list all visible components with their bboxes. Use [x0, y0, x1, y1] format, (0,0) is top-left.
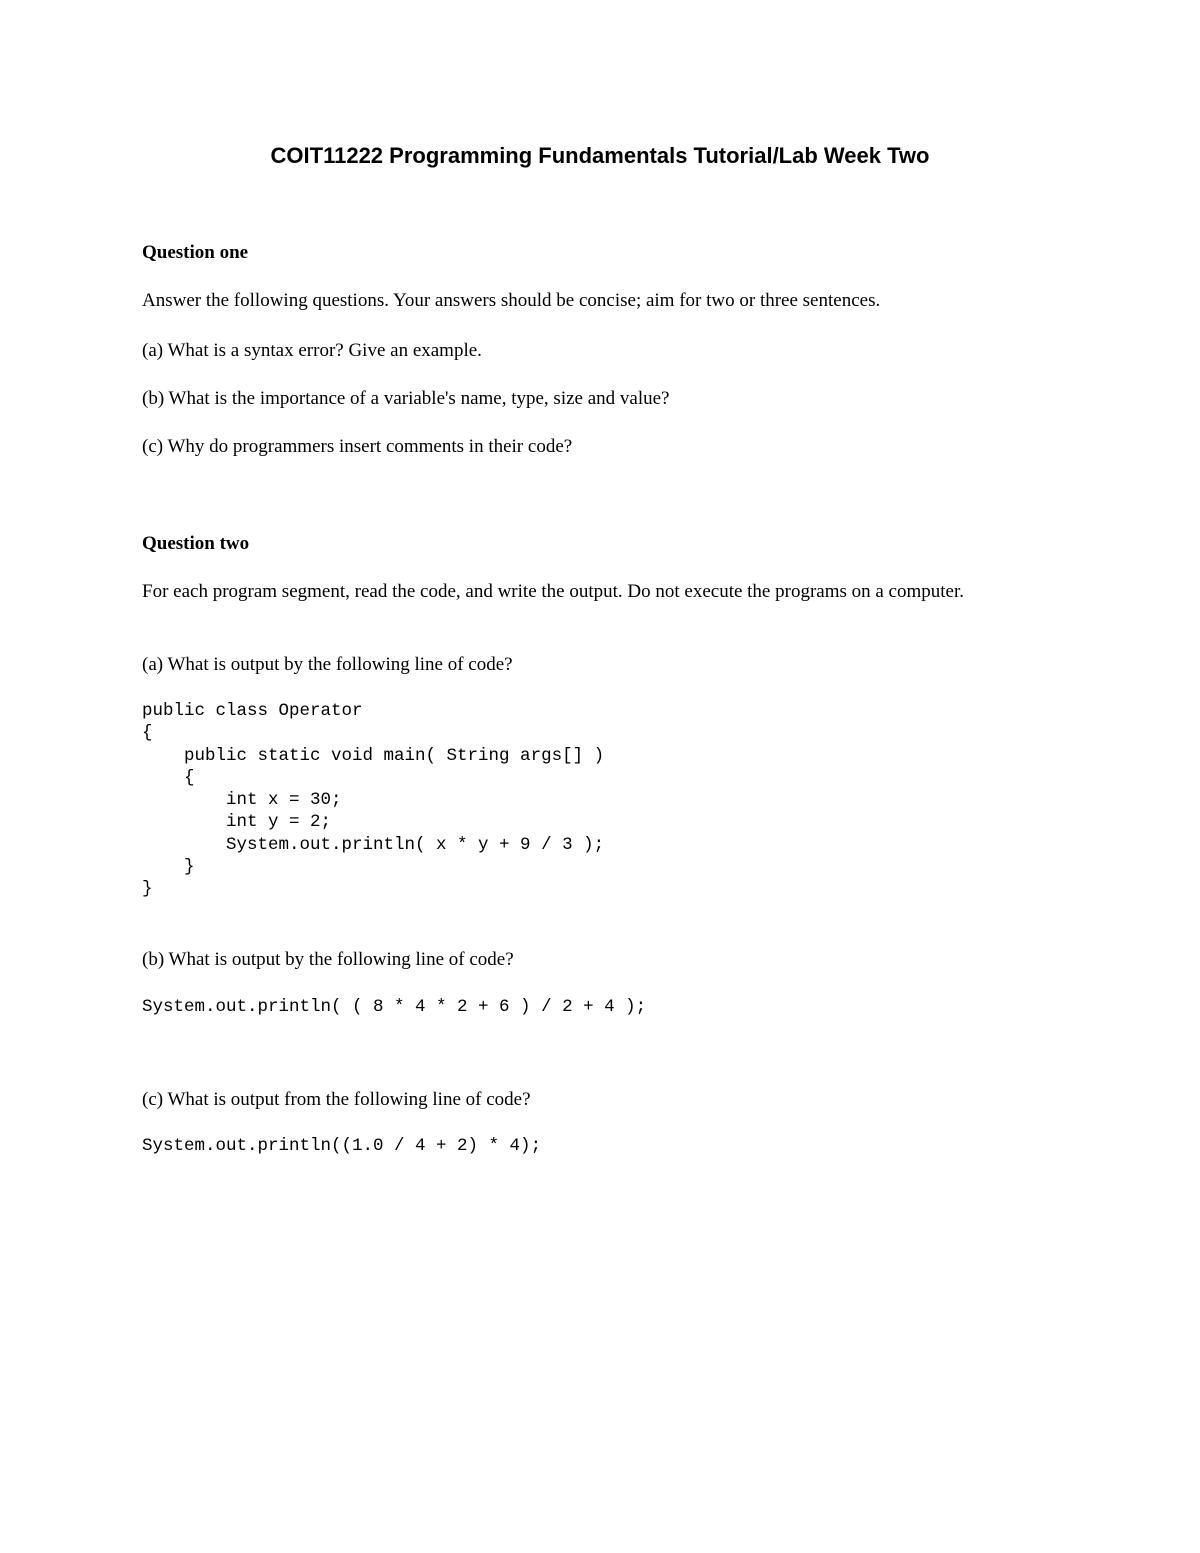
- question-two-part-a-code: public class Operator { public static void main( String args[] ) { int x = 30; int y = 2; System.out.println( x * y + 9 / 3 ); } }: [142, 701, 605, 900]
- question-one-item-c: (c) Why do programmers insert comments in their code?: [142, 436, 573, 457]
- question-two-part-c-code: System.out.println((1.0 / 4 + 2) * 4);: [142, 1136, 542, 1156]
- question-one-item-a: (a) What is a syntax error? Give an example.: [142, 340, 482, 361]
- question-two-part-c-prompt: (c) What is output from the following line of code?: [142, 1089, 531, 1110]
- question-two-intro: For each program segment, read the code, and write the output. Do not execute the programs on a computer.: [142, 581, 965, 602]
- document-title: COIT11222 Programming Fundamentals Tutorial/Lab Week Two: [270, 143, 930, 168]
- question-two-part-a-prompt: (a) What is output by the following line of code?: [142, 654, 513, 675]
- question-one-heading: Question one: [142, 242, 249, 263]
- question-two-part-b-prompt: (b) What is output by the following line of code?: [142, 949, 514, 970]
- question-one-intro: Answer the following questions. Your answers should be concise; aim for two or three sentences.: [142, 290, 881, 311]
- question-one-item-b: (b) What is the importance of a variable's name, type, size and value?: [142, 388, 670, 409]
- question-two-heading: Question two: [142, 533, 250, 554]
- question-two-part-b-code: System.out.println( ( 8 * 4 * 2 + 6 ) / 2 + 4 );: [142, 997, 647, 1017]
